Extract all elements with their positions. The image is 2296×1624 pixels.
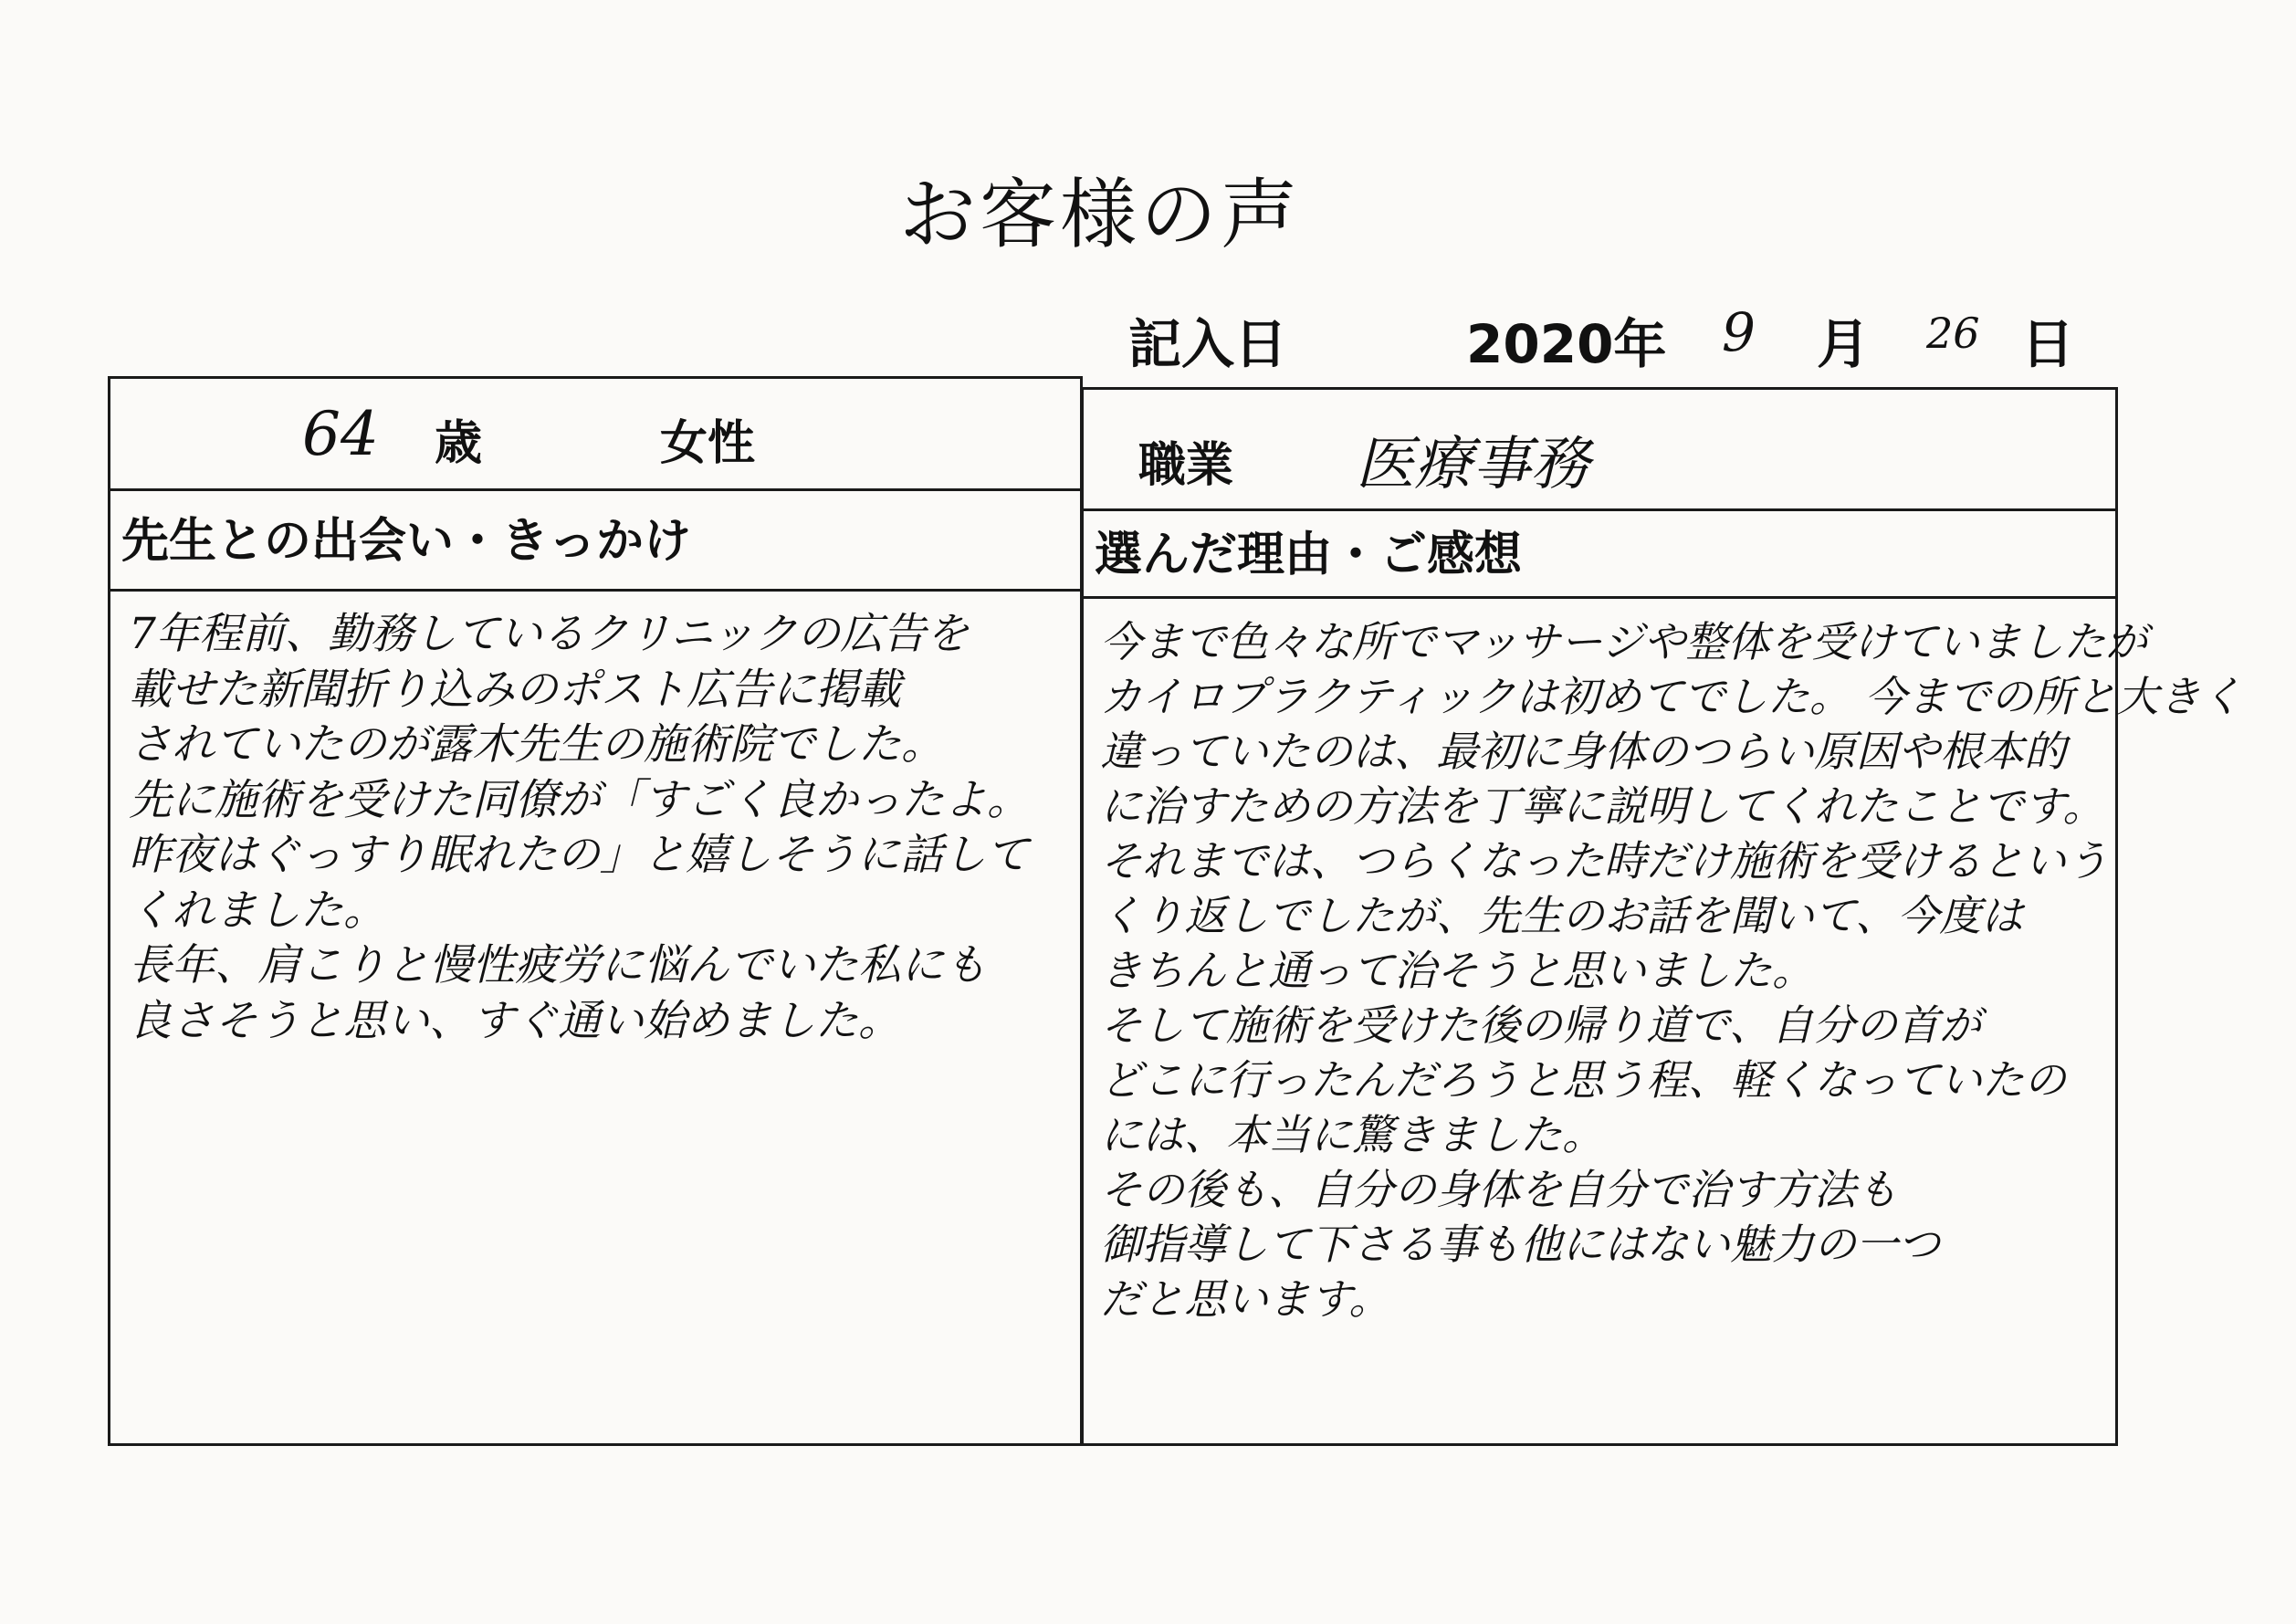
text-line: 載せた新聞折り込みのポスト広告に掲載 [129,664,901,715]
job-value: 医療事務 [1356,431,1589,498]
text-line: 先に施術を受けた同僚が「すごく良かったよ。 [129,774,1030,825]
text-line: くり返しでしたが、先生のお話を聞いて、今度は [1100,891,2024,940]
right-section-body [1100,614,2243,1326]
date-day: 26 [1926,309,1980,358]
job-label: 職業 [1138,438,1234,493]
age-value: 64 [302,399,379,469]
text-line: その後も、自分の身体を自分で治す方法も [1100,1165,1898,1214]
age-label: 歳 [435,416,483,471]
gender-value: 女性 [660,416,756,471]
date-label: 記入日 [1128,313,1288,375]
text-line: くれました。 [129,885,386,936]
date-day-unit: 日 [2021,313,2075,375]
job-cell [1084,390,2115,511]
text-line: カイロプラクティックは初めてでした。 今までの所と大きく [1100,672,2243,721]
date-month-unit: 月 [1817,313,1871,375]
date-year: 2020年 [1466,313,1667,375]
text-line: 御指導して下さる事も他にはない魅力の一つ [1100,1220,1940,1269]
left-column [108,376,1083,1446]
text-line: それまでは、つらくなった時だけ施術を受けるという [1100,836,2108,885]
text-line: どこに行ったんだろうと思う程、軽くなっていたの [1100,1055,2066,1105]
text-line: に治すための方法を丁寧に説明してくれたことです。 [1100,781,2105,831]
left-section-heading: 先生との出会い・きっかけ [110,491,1080,592]
text-line: 今まで色々な所でマッサージや整体を受けていましたが [1100,617,2148,666]
page-title: お客様の声 [898,170,1301,259]
text-line: 違っていたのは、最初に身体のつらい原因や根本的 [1100,727,2066,776]
text-line: 良さそうと思い、すぐ通い始めました。 [129,995,901,1046]
text-line: 7年程前、勤務しているクリニックの広告を [129,609,970,659]
right-section-heading: 選んだ理由・ご感想 [1084,511,2115,599]
date-month: 9 [1722,301,1756,363]
text-line: だと思います。 [1100,1274,1391,1324]
text-line: には、本当に驚きました。 [1100,1110,1604,1159]
age-gender-cell [110,379,1080,491]
text-line: 長年、肩こりと慢性疲労に悩んでいた私にも [129,940,987,990]
testimonial-form [108,376,2243,1446]
text-line: されていたのが露木先生の施術院でした。 [129,719,944,770]
entry-date [1128,301,2078,374]
text-line: そして施術を受けた後の帰り道で、自分の首が [1100,1001,1982,1050]
text-line: 昨夜はぐっすり眠れたの」と嬉しそうに話して [129,830,1030,880]
text-line: きちんと通って治そうと思いました。 [1100,946,1814,995]
left-section-body [129,607,1071,1049]
right-column [1081,387,2243,1446]
